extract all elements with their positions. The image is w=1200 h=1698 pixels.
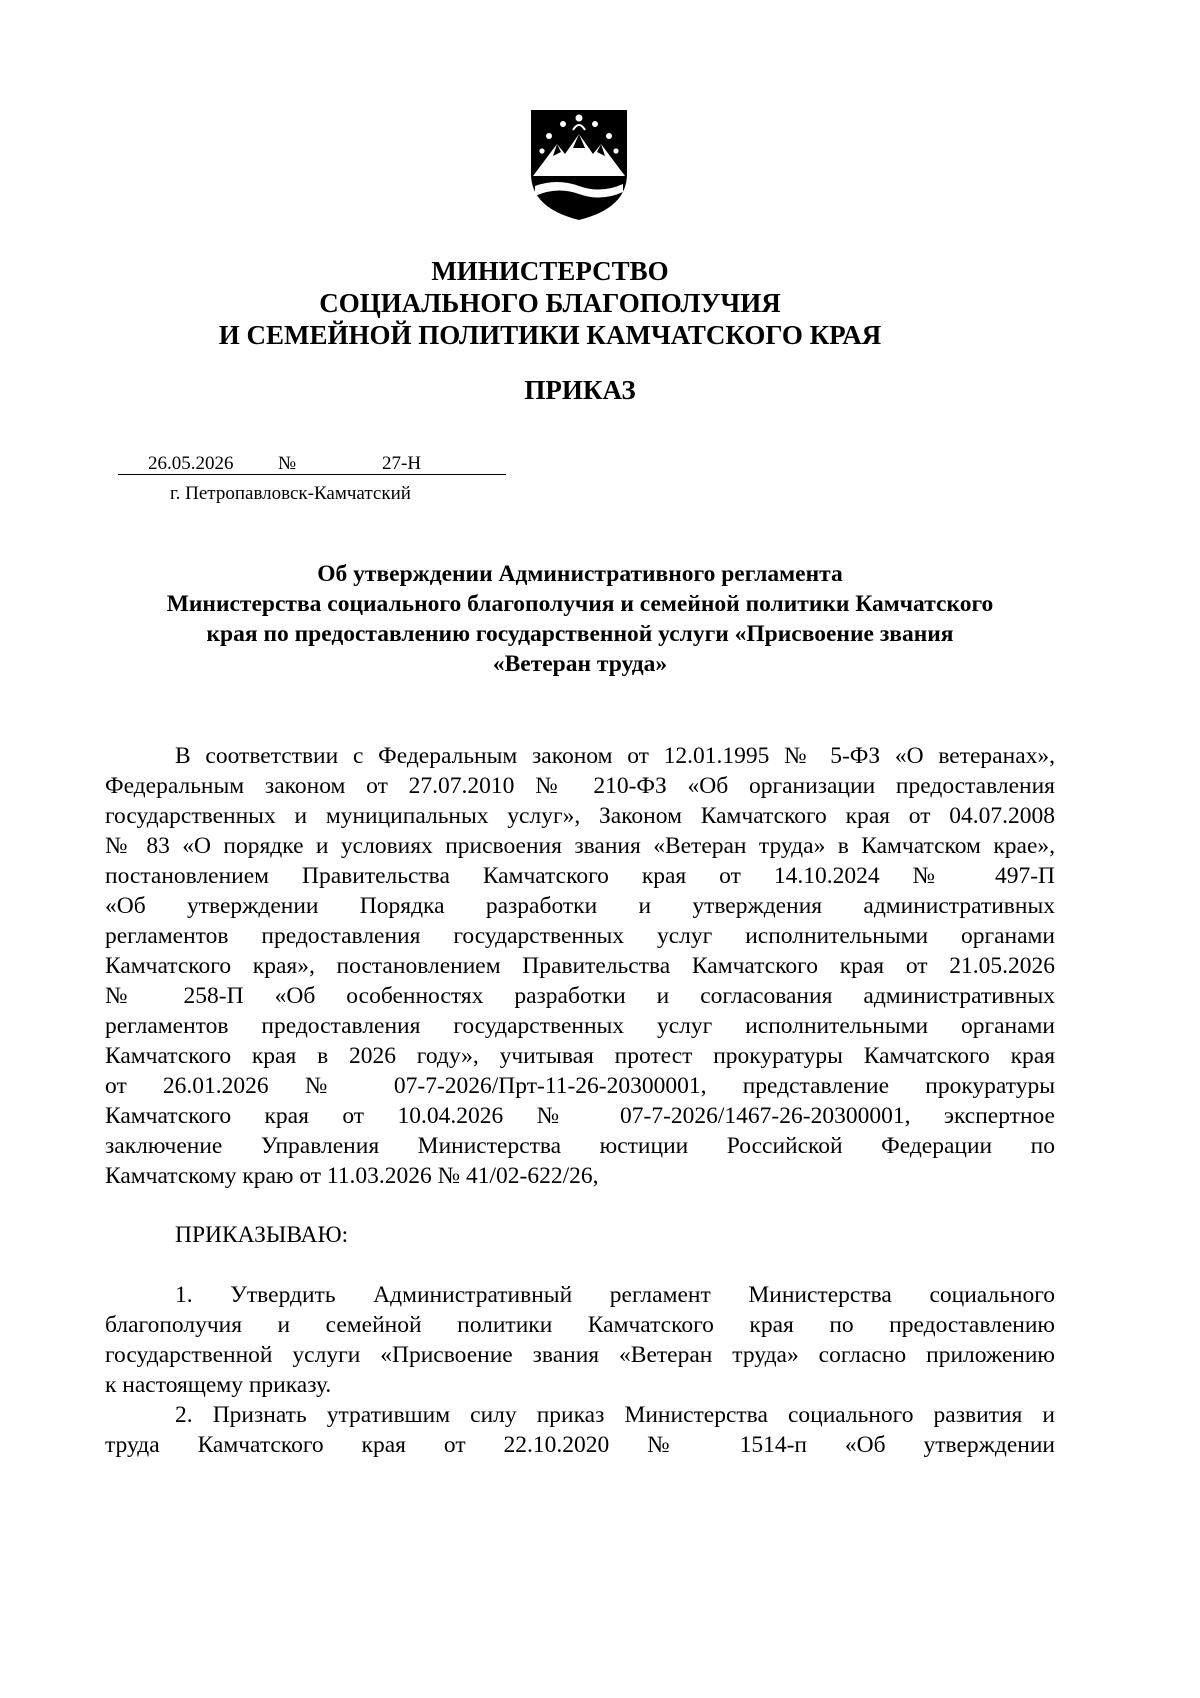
- organization-line: СОЦИАЛЬНОГО БЛАГОПОЛУЧИЯ: [319, 288, 781, 318]
- preamble-line: постановлением Правительства Камчатского края от 14.10.2024 № 497-П: [105, 863, 1055, 889]
- title-line: Об утверждении Административного регламента: [317, 561, 843, 587]
- number-sign: №: [278, 453, 297, 474]
- organization-line: МИНИСТЕРСТВО: [431, 256, 669, 286]
- order-item-1: [105, 1280, 1055, 1400]
- title-line: «Ветеран труда»: [492, 651, 668, 677]
- preamble-line: Камчатского края от 10.04.2026 № 07-7-2026/1467-26-20300001, экспертное: [105, 1103, 1055, 1129]
- item-line: 1. Утвердить Административный регламент Министерства социального: [175, 1282, 1055, 1308]
- preamble-line: Камчатского края в 2026 году», учитывая протест прокуратуры Камчатского края: [105, 1043, 1055, 1069]
- order-item-2: [105, 1400, 1055, 1460]
- preamble-line: «Об утверждении Порядка разработки и утверждения административных: [105, 893, 1055, 919]
- preamble-line: Федеральным законом от 27.07.2010 № 210-ФЗ «Об организации предоставления: [105, 773, 1055, 799]
- document-place: г. Петропавловск-Камчатский: [170, 483, 411, 504]
- item-line: 2. Признать утратившим силу приказ Министерства социального развития и: [175, 1402, 1055, 1428]
- document-title: [0, 559, 1160, 679]
- item-line: государственной услуги «Присвоение звания «Ветеран труда» согласно приложению: [105, 1342, 1055, 1368]
- preamble-line: № 258-П «Об особенностях разработки и согласования административных: [105, 983, 1055, 1009]
- preamble-line: № 83 «О порядке и условиях присвоения звания «Ветеран труда» в Камчатском крае»,: [105, 833, 1055, 859]
- item-line: к настоящему приказу.: [105, 1372, 332, 1398]
- coat-of-arms-emblem: [527, 104, 631, 222]
- preamble-line: государственных и муниципальных услуг», Законом Камчатского края от 04.07.2008: [105, 803, 1055, 829]
- preamble-line: от 26.01.2026 № 07-7-2026/Прт-11-26-20300001, представление прокуратуры: [105, 1073, 1055, 1099]
- preamble-line: заключение Управления Министерства юстиции Российской Федерации по: [105, 1133, 1055, 1159]
- item-line: благополучия и семейной политики Камчатского края по предоставлению: [105, 1312, 1055, 1338]
- preamble-line: В соответствии с Федеральным законом от 12.01.1995 № 5-ФЗ «О ветеранах»,: [175, 743, 1055, 769]
- order-word-block: [105, 1220, 1055, 1250]
- preamble-line: Камчатского края», постановлением Правительства Камчатского края от 21.05.2026: [105, 953, 1055, 979]
- organization-name: [0, 255, 1100, 351]
- title-line: края по предоставлению государственной услуги «Присвоение звания: [206, 621, 954, 647]
- preamble-line: регламентов предоставления государственных услуг исполнительными органами: [105, 923, 1055, 949]
- preamble-line: регламентов предоставления государственных услуг исполнительными органами: [105, 1013, 1055, 1039]
- preamble-paragraph: [105, 741, 1055, 1191]
- order-word: ПРИКАЗЫВАЮ:: [175, 1222, 349, 1248]
- document-date: 26.05.2026: [148, 453, 234, 474]
- item-line: труда Камчатского края от 22.10.2020 № 1514-п «Об утверждении: [105, 1432, 1055, 1458]
- date-number-underline: [118, 474, 506, 475]
- title-line: Министерства социального благополучия и семейной политики Камчатского: [166, 591, 994, 617]
- document-number: 27-Н: [382, 453, 422, 474]
- document-type: ПРИКАЗ: [524, 375, 636, 405]
- preamble-line: Камчатскому краю от 11.03.2026 № 41/02-622/26,: [105, 1163, 599, 1189]
- organization-line: И СЕМЕЙНОЙ ПОЛИТИКИ КАМЧАТСКОГО КРАЯ: [218, 320, 882, 350]
